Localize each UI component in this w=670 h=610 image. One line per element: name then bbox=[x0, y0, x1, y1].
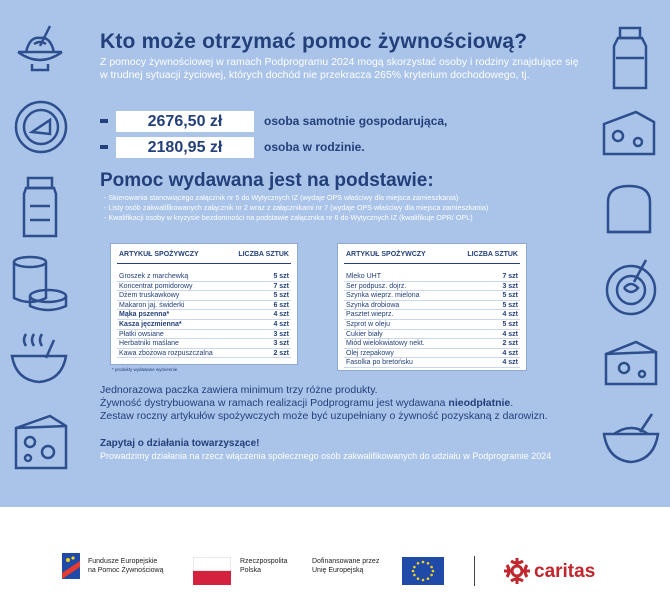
item-name: Fasolka po bretońsku bbox=[346, 359, 413, 367]
item-name: Pasztet wieprz. bbox=[346, 311, 394, 319]
item-name: Szynka wieprz. mielona bbox=[346, 292, 420, 300]
table-row bbox=[117, 291, 291, 301]
item-qty: 3 szt bbox=[273, 340, 289, 348]
soup-bowl-icon bbox=[8, 330, 70, 388]
item-qty: 2 szt bbox=[273, 349, 289, 357]
rp-line: Polska bbox=[240, 567, 262, 574]
item-name: Szprot w oleju bbox=[346, 320, 390, 328]
caritas-cross-icon bbox=[502, 556, 532, 586]
fepz-line: Fundusze Europejskie bbox=[88, 558, 158, 565]
table-row bbox=[344, 272, 520, 282]
amount-row-family bbox=[100, 136, 365, 158]
eu-flag-icon bbox=[402, 557, 444, 585]
table-row bbox=[344, 358, 520, 368]
free-of-charge-emphasis: nieodpłatnie bbox=[448, 397, 511, 409]
closing-line: Zestaw roczny artykułów spożywczych może być uzupełniany o żywność pozyskaną z darowizn. bbox=[100, 410, 548, 422]
basis-item: - Listy osób zakwalifikowanych załącznik nr 2 wraz z załącznikami nr 7 (wydaje OPS właściwy dla miejsca zamieszkania) bbox=[104, 203, 594, 213]
table-row bbox=[344, 301, 520, 311]
polish-flag-icon bbox=[193, 557, 231, 585]
item-name: Szynka drobiowa bbox=[346, 301, 400, 309]
basis-item: - Kwalifikacji osoby w kryzysie bezdomności na podstawie załącznika nr 6 do Wytycznych IZ (kwalifikuje OPR/ OPL) bbox=[104, 213, 594, 223]
table-footnote: * produkty wydawane wymiennie bbox=[112, 367, 178, 372]
item-qty: 4 szt bbox=[273, 320, 289, 328]
table-header bbox=[117, 248, 291, 264]
table-header bbox=[344, 248, 520, 264]
table-row bbox=[344, 339, 520, 349]
item-qty: 4 szt bbox=[273, 311, 289, 319]
intro-text: Z pomocy żywnościowej w ramach Podprogramu 2024 mogą skorzystać osoby i rodziny znajdujące się w trudnej sytuacji życiowej, których dochód nie przekracza 265% kryterium dochodowego, tj. bbox=[100, 56, 579, 81]
pasta-plate-icon bbox=[600, 256, 662, 318]
page-title: Kto może otrzymać pomoc żywnościową? bbox=[100, 30, 528, 53]
cheese-wedge-icon bbox=[600, 108, 658, 160]
table-row bbox=[344, 330, 520, 340]
cta-title: Zapytaj o działania towarzyszące! bbox=[100, 438, 260, 449]
item-qty: 5 szt bbox=[273, 292, 289, 300]
food-table-left bbox=[110, 243, 298, 365]
amount-value: 2676,50 zł bbox=[116, 111, 254, 132]
basis-title: Pomoc wydawana jest na podstawie: bbox=[100, 170, 434, 191]
item-name: Miód wielokwiatowy nekt. bbox=[346, 340, 425, 348]
bullet-marker bbox=[100, 145, 108, 149]
caritas-wordmark: caritas bbox=[534, 561, 596, 582]
table-row bbox=[117, 272, 291, 282]
table-row bbox=[344, 291, 520, 301]
item-qty: 5 szt bbox=[502, 301, 518, 309]
table-row bbox=[344, 282, 520, 292]
item-qty: 5 szt bbox=[273, 273, 289, 280]
milk-bottle-icon bbox=[610, 26, 650, 92]
cta-text: Prowadzimy działania na rzecz włączenia społecznego osób zakwalifikowanych do udziału w Podprogramie 2024 bbox=[100, 451, 552, 461]
bullet-marker bbox=[100, 119, 108, 123]
header-qty: LICZBA SZTUK bbox=[467, 251, 518, 258]
table-row bbox=[117, 320, 291, 330]
basis-item: - Skierowania stanowiącego załącznik nr 5 do Wytycznych IZ (wydaje OPS właściwy dla miejsca zamieszkania) bbox=[104, 193, 594, 203]
table-row bbox=[344, 320, 520, 330]
item-name: Koncentrat pomidorowy bbox=[119, 282, 193, 290]
eu-line: Unię Europejską bbox=[312, 567, 364, 574]
item-qty: 6 szt bbox=[273, 301, 289, 309]
closing-line bbox=[100, 397, 600, 410]
cheese-plate-icon bbox=[12, 98, 70, 156]
table-row bbox=[344, 349, 520, 359]
item-qty: 4 szt bbox=[502, 330, 518, 338]
bread-icon bbox=[600, 180, 658, 238]
table-row bbox=[117, 339, 291, 349]
fepz-logo-icon bbox=[62, 553, 84, 581]
eu-line: Dofinansowane przez bbox=[312, 558, 380, 565]
cheese-icon bbox=[10, 410, 72, 474]
header-item: ARTYKUŁ SPOŻYWCZY bbox=[119, 251, 199, 258]
bowl-spoon-icon bbox=[600, 410, 662, 468]
basis-list bbox=[104, 193, 594, 223]
item-qty: 7 szt bbox=[273, 282, 289, 290]
fepz-logo-text bbox=[88, 557, 163, 575]
amount-label: osoba samotnie gospodarująca, bbox=[264, 114, 448, 128]
item-name: Mleko UHT bbox=[346, 273, 382, 280]
rp-line: Rzeczpospolita bbox=[240, 558, 288, 565]
item-qty: 5 szt bbox=[502, 292, 518, 300]
item-name: Kawa zbożowa rozpuszczalna bbox=[119, 349, 213, 357]
cheese-block-icon bbox=[602, 336, 660, 390]
item-name: Dżem truskawkowy bbox=[119, 292, 180, 300]
item-qty: 2 szt bbox=[502, 340, 518, 348]
table-row bbox=[117, 349, 291, 359]
item-name: Groszek z marchewką bbox=[119, 273, 189, 280]
closing-line-end: . bbox=[510, 397, 514, 409]
table-row bbox=[117, 282, 291, 292]
item-name: Cukier biały bbox=[346, 330, 383, 338]
item-name: Olej rzepakowy bbox=[346, 349, 394, 357]
item-qty: 7 szt bbox=[502, 273, 518, 280]
item-name: Kasza jęczmienna* bbox=[119, 320, 182, 328]
item-qty: 3 szt bbox=[273, 330, 289, 338]
closing-line: Jednorazowa paczka zawiera minimum trzy różne produkty. bbox=[100, 384, 378, 396]
table-row bbox=[117, 310, 291, 320]
item-name: Mąka pszenna* bbox=[119, 311, 170, 319]
item-qty: 4 szt bbox=[502, 311, 518, 319]
item-name: Herbatniki maślane bbox=[119, 340, 179, 348]
closing-line-text: Żywność dystrybuowana w ramach realizacji Podprogramu jest wydawana bbox=[100, 397, 449, 409]
item-name: Płatki owsiane bbox=[119, 330, 164, 338]
jar-icon bbox=[20, 176, 60, 240]
item-qty: 5 szt bbox=[502, 320, 518, 328]
amount-label: osoba w rodzinie. bbox=[264, 140, 365, 154]
table-row bbox=[117, 330, 291, 340]
spaghetti-icon bbox=[10, 20, 70, 80]
amount-row-single bbox=[100, 110, 447, 132]
food-table-right bbox=[337, 243, 527, 371]
item-qty: 4 szt bbox=[502, 349, 518, 357]
footer-divider bbox=[474, 556, 475, 586]
eu-logo-text bbox=[312, 557, 379, 575]
table-row bbox=[344, 310, 520, 320]
amount-value: 2180,95 zł bbox=[116, 137, 254, 158]
closing-text bbox=[100, 384, 600, 423]
header-item: ARTYKUŁ SPOŻYWCZY bbox=[346, 251, 426, 258]
item-qty: 4 szt bbox=[502, 359, 518, 367]
canned-food-icon bbox=[8, 252, 70, 314]
rp-logo-text bbox=[240, 557, 287, 575]
table-row bbox=[117, 301, 291, 311]
fepz-line: na Pomoc Żywnościową bbox=[88, 567, 164, 574]
item-qty: 3 szt bbox=[502, 282, 518, 290]
item-name: Ser podpusz. dojrz. bbox=[346, 282, 407, 290]
item-name: Makaron jaj. świderki bbox=[119, 301, 185, 309]
header-qty: LICZBA SZTUK bbox=[238, 251, 289, 258]
